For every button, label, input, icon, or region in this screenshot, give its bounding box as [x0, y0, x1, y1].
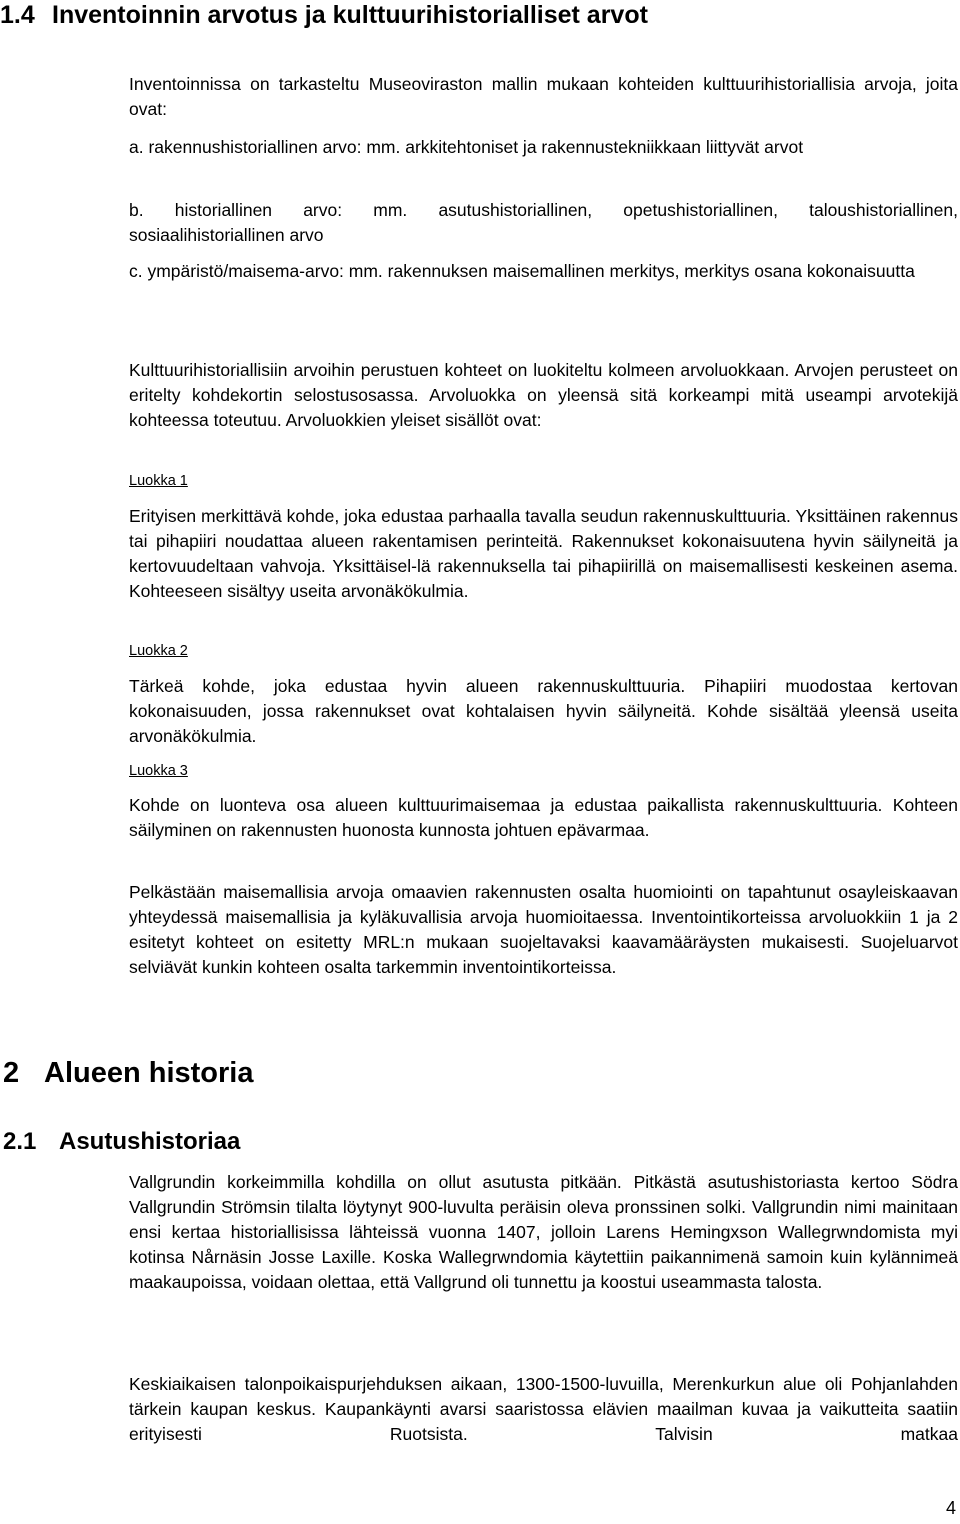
class-3-label: Luokka 3: [129, 763, 188, 779]
value-item-a: a. rakennushistoriallinen arvo: mm. arkkitehtoniset ja rakennustekniikkaan liittyvät arvot: [129, 137, 804, 157]
value-item-b: b. historiallinen arvo: mm. asutushistoriallinen, opetushistoriallinen, taloushistoriallinen, sosiaalihistoriallinen arvo: [129, 200, 958, 245]
section-number: 1.4: [0, 1, 35, 29]
class-1-label: Luokka 1: [129, 473, 188, 489]
value-item-c: c. ympäristö/maisema-arvo: mm. rakennuksen maisemallinen merkitys, merkitys osana kokonaisuutta: [129, 261, 915, 281]
medieval-trade-paragraph: Keskiaikaisen talonpoikaispurjehduksen aikaan, 1300-1500-luvuilla, Merenkurkun alue oli Pohjanlahden tärkein kaupan keskus. Kaupankäynti avarsi saaristossa elävien maailman kuvaa ja vaikutteita saatiin erityisesti Ruotsista. Talvisin matkaa: [129, 1374, 958, 1444]
section-heading-1-4: [0, 0, 648, 30]
section-heading-2: [3, 1056, 254, 1090]
section-number: 2: [3, 1057, 20, 1089]
landscape-values-paragraph: Pelkästään maisemallisia arvoja omaavien rakennusten osalta huomiointi on tapahtunut osayleiskaavan yhteydessä maisemallisia ja kyläkuvallisia arvoja huomioitaessa. Inventointikorteissa arvoluokkiin 1 ja 2 esitetyt kohteet on esitetty MRL:n mukaan suojeltavaksi kaavamääräysten mukaisesti. Suojeluarvot selviävät kunkin kohteen osalta tarkemmin inventointikorteissa.: [129, 882, 958, 977]
class-2-label: Luokka 2: [129, 643, 188, 659]
page-number: 4: [945, 1498, 956, 1518]
section-heading-2-1: [3, 1128, 240, 1156]
section-title: Alueen historia: [44, 1057, 254, 1089]
class-2-text: Tärkeä kohde, joka edustaa hyvin alueen rakennuskulttuuria. Pihapiiri muodostaa kertovan kokonaisuuden, jossa rakennukset ovat kohtalaisen hyvin säilyneitä. Kohde sisältää yleensä useita arvonäkökulmia.: [129, 676, 958, 746]
section-number: 2.1: [3, 1128, 37, 1155]
classification-intro-paragraph: Kulttuurihistoriallisiin arvoihin perustuen kohteet on luokiteltu kolmeen arvoluokkaan. Arvojen perusteet on eritelty kohdekortin selostusosassa. Arvoluokka on yleensä sitä korkeampi mitä useampi arvotekijä kohteessa toteutuu. Arvoluokkien yleiset sisällöt ovat:: [129, 360, 958, 430]
intro-paragraph: Inventoinnissa on tarkasteltu Museoviraston mallin mukaan kohteiden kulttuurihistoriallisia arvoja, joita ovat:: [129, 74, 958, 119]
class-1-text: Erityisen merkittävä kohde, joka edustaa parhaalla tavalla seudun rakennuskulttuuria. Yksittäinen rakennus tai pihapiiri noudattaa alueen rakentamisen perinteitä. Rakennukset kokonaisuutena hyvin säilyneitä ja kertovuudeltaan vahvoja. Yksittäisel-lä rakennuksella tai pihapiirillä on maisemallisesti keskeinen asema. Kohteeseen sisältyy useita arvonäkökulmia.: [129, 506, 958, 601]
settlement-history-paragraph: Vallgrundin korkeimmilla kohdilla on ollut asutusta pitkään. Pitkästä asutushistoriasta kertoo Södra Vallgrundin Strömsin tilalta löytynyt 900-luvulta peräisin oleva pronssinen solki. Vallgrundin nimi mainitaan ensi kertaa historiallisissa lähteissä vuonna 1407, jolloin Larens Hemingxson Wallegrwndomista myi kotinsa Nårnäsin Josse Laxille. Koska Wallegrwndomia käytettiin paikannimenä samoin kuin kylännimeä maakaupoissa, voidaan olettaa, että Vallgrund oli tunnettu ja koostui useammasta talosta.: [129, 1172, 958, 1292]
class-3-text: Kohde on luonteva osa alueen kulttuurimaisemaa ja edustaa paikallista rakennuskulttuuria. Kohteen säilyminen on rakennusten huonosta kunnosta johtuen epävarmaa.: [129, 795, 958, 840]
section-title: Asutushistoriaa: [59, 1128, 241, 1155]
section-title: Inventoinnin arvotus ja kulttuurihistorialliset arvot: [52, 1, 648, 29]
